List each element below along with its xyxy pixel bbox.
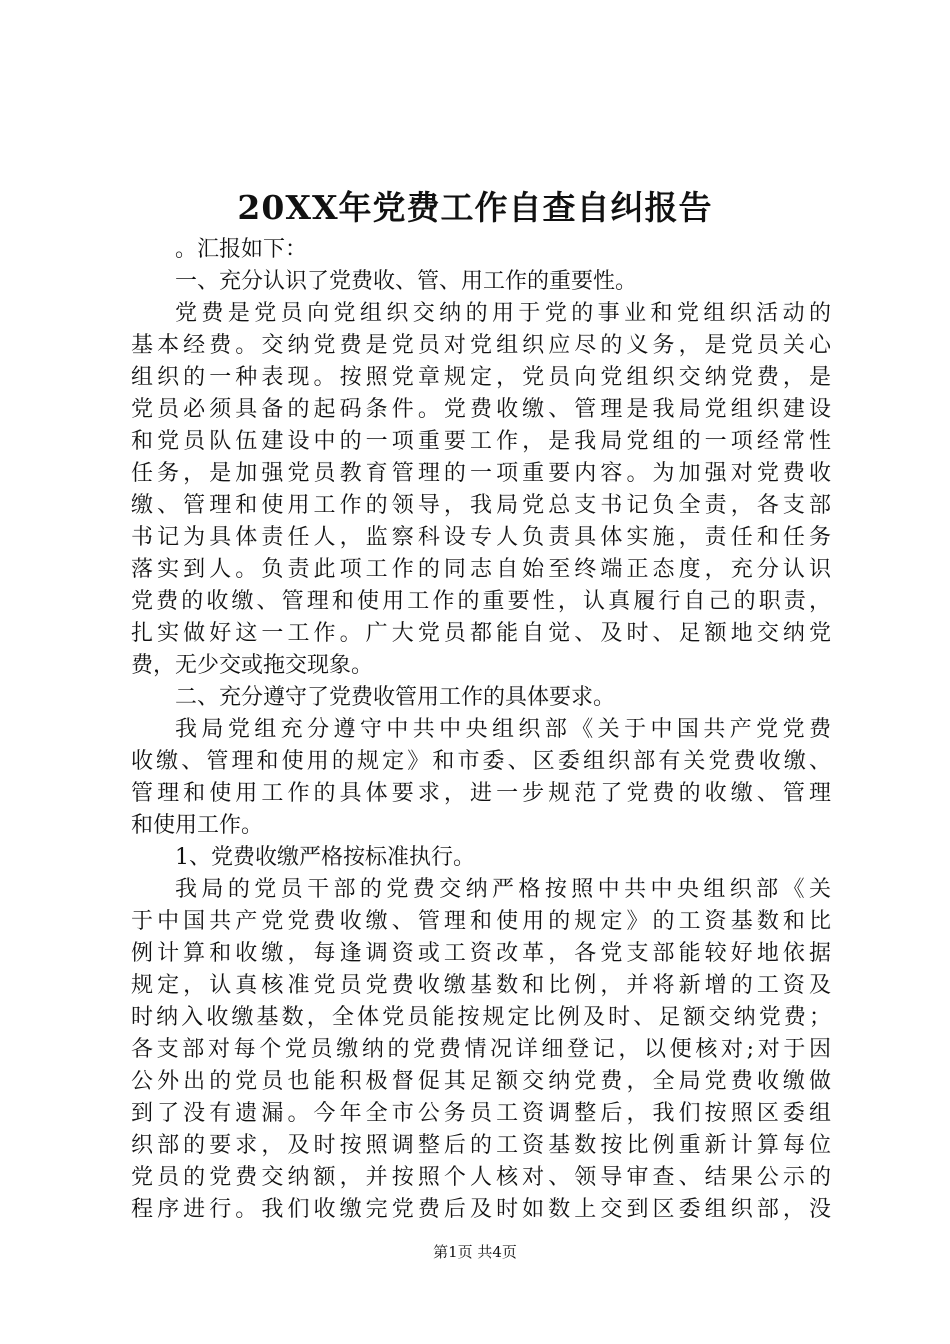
paragraph-line: 于中国共产党党费收缴、管理和使用的规定》的工资基数和比	[131, 909, 831, 934]
document-body	[131, 234, 831, 1226]
paragraph-line: 党员必须具备的起码条件。党费收缴、管理是我局党组织建设	[131, 397, 831, 422]
paragraph-line: 任务，是加强党员教育管理的一项重要内容。为加强对党费收	[131, 461, 831, 486]
paragraph-line: 织部的要求，及时按照调整后的工资基数按比例重新计算每位	[131, 1133, 831, 1158]
paragraph-line: 公外出的党员也能积极督促其足额交纳党费，全局党费收缴做	[131, 1069, 831, 1094]
paragraph-line: 我局的党员干部的党费交纳严格按照中共中央组织部《关	[175, 877, 831, 902]
paragraph-line: 我局党组充分遵守中共中央组织部《关于中国共产党党费	[175, 717, 831, 742]
paragraph-line: 党费是党员向党组织交纳的用于党的事业和党组织活动的	[175, 301, 831, 326]
paragraph-line: 收缴、管理和使用的规定》和市委、区委组织部有关党费收缴、	[131, 749, 831, 774]
paragraph-line: 费，无少交或拖交现象。	[131, 653, 374, 678]
paragraph-line: 扎实做好这一工作。广大党员都能自觉、及时、足额地交纳党	[131, 621, 831, 646]
paragraph-line: 缴、管理和使用工作的领导，我局党总支书记负全责，各支部	[131, 493, 831, 518]
paragraph-line: 时纳入收缴基数，全体党员能按规定比例及时、足额交纳党费；	[131, 1005, 831, 1030]
paragraph-line: 和党员队伍建设中的一项重要工作，是我局党组的一项经常性	[131, 429, 831, 454]
paragraph-line: 。汇报如下：	[175, 237, 308, 262]
paragraph-line: 一、充分认识了党费收、管、用工作的重要性。	[175, 269, 638, 294]
paragraph-line: 例计算和收缴，每逢调资或工资改革，各党支部能较好地依据	[131, 941, 831, 966]
paragraph-line: 党员的党费交纳额，并按照个人核对、领导审查、结果公示的	[131, 1165, 831, 1190]
paragraph-line: 程序进行。我们收缴完党费后及时如数上交到区委组织部，没	[131, 1197, 831, 1222]
paragraph-line: 规定，认真核准党员党费收缴基数和比例，并将新增的工资及	[131, 973, 831, 998]
paragraph-line: 基本经费。交纳党费是党员对党组织应尽的义务，是党员关心	[131, 333, 831, 358]
paragraph-line: 组织的一种表现。按照党章规定，党员向党组织交纳党费，是	[131, 365, 831, 390]
paragraph-line: 1、党费收缴严格按标准执行。	[175, 845, 475, 870]
page-footer: 第1页 共4页	[433, 1243, 517, 1261]
paragraph-line: 书记为具体责任人，监察科设专人负责具体实施，责任和任务	[131, 525, 831, 550]
paragraph-line: 到了没有遗漏。今年全市公务员工资调整后，我们按照区委组	[131, 1101, 831, 1126]
paragraph-line: 各支部对每个党员缴纳的党费情况详细登记，以便核对;对于因	[131, 1037, 831, 1062]
paragraph-line: 落实到人。负责此项工作的同志自始至终端正态度，充分认识	[131, 557, 831, 582]
paragraph-line: 管理和使用工作的具体要求，进一步规范了党费的收缴、管理	[131, 781, 831, 806]
document-title: 20XX年党费工作自查自纠报告	[237, 188, 713, 227]
paragraph-line: 二、充分遵守了党费收管用工作的具体要求。	[175, 685, 616, 710]
paragraph-line: 党费的收缴、管理和使用工作的重要性，认真履行自己的职责，	[131, 589, 831, 614]
paragraph-line: 和使用工作。	[131, 813, 264, 838]
